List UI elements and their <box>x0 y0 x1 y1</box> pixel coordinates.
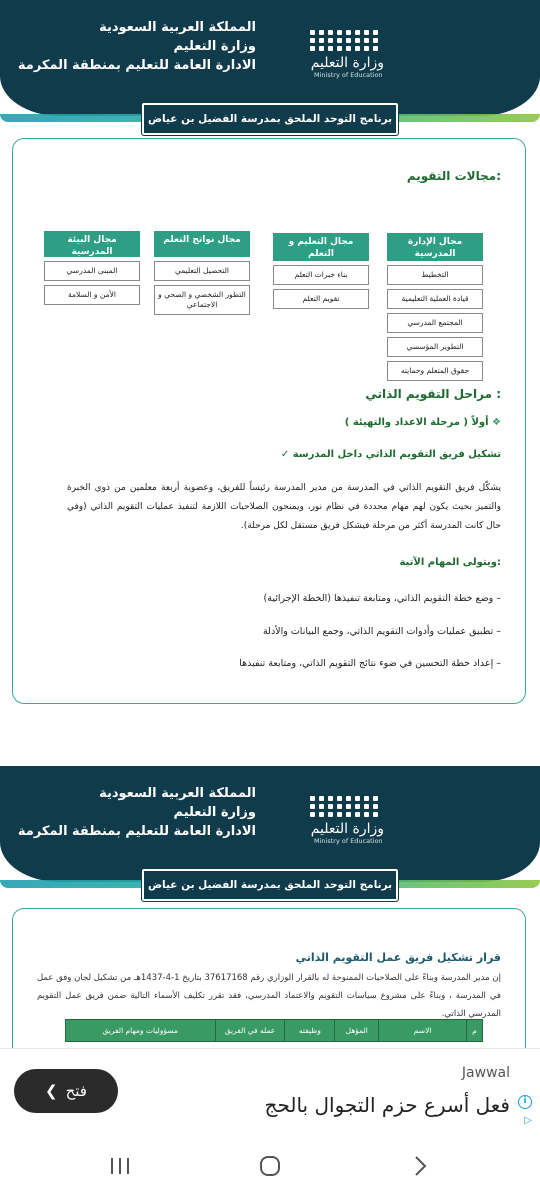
task-item: – إعداد خطة التحسين في ضوء نتائج التقويم الذاتي، ومتابعة تنفيذها <box>239 658 501 669</box>
header-country: المملكة العربية السعودية <box>99 786 256 801</box>
stages-title: مراحل التقويم الذاتي : <box>365 387 501 401</box>
ad-open-button[interactable] <box>14 1069 118 1113</box>
decision-title: قرار تشكيل فريق عمل التقويم الذاتي <box>295 951 501 964</box>
team-paragraph: يشكّل فريق التقويم الذاتي في المدرسة من مدير المدرسة رئيساً للفريق، وعضوية أربعة معلمين من ذوي الخبرة والتميز بحيث يكون لهم مهام محددة في نظام نور، ويمنحون الصلاحيات اللازمة لتنفيذ عمليات التقويم الذاتي (وفي حال كانت المدرسة أكثر من مرحلة فيشكل فريق مستقل لكل مرحلة). <box>67 483 501 531</box>
content-card <box>12 908 526 1056</box>
ministry-logo <box>300 796 384 858</box>
checkmark-icon: ✓ <box>280 449 290 460</box>
domain-item: التخطيط <box>387 265 483 285</box>
ad-open-label: فتح <box>65 1082 87 1100</box>
logo-dots-icon <box>310 30 384 51</box>
ad-title[interactable]: فعل أسرع حزم التجوال بالحج <box>264 1093 510 1117</box>
recents-icon[interactable] <box>100 1150 140 1182</box>
page-gap <box>0 720 540 766</box>
chevron-left-icon: ❮ <box>45 1082 58 1100</box>
domain-head: مجال الإدارة المدرسية <box>387 233 483 261</box>
domain-head: مجال البيئة المدرسية <box>44 231 140 257</box>
page-header <box>0 0 540 116</box>
header-department: الادارة العامة للتعليم بمنطقة المكرمة <box>17 824 256 839</box>
logo-dots-icon <box>310 796 384 817</box>
page-header <box>0 766 540 882</box>
stage-one-label: أولاً ( مرحلة الاعداد والتهيئة ) <box>344 417 489 428</box>
domain-item: تقويم التعلم <box>273 289 369 309</box>
tasks-title: ويتولى المهام الآتية: <box>399 557 501 568</box>
back-icon[interactable] <box>400 1150 440 1182</box>
document-page-2 <box>0 766 540 1056</box>
decision-paragraph: إن مدير المدرسة وبناءً على الصلاحيات الممنوحة له بالقرار الوزاري رقم 37617168 بتاريخ 1-4-1437هـ من تشكيل لجان وفق عمل في المدرسة ، وبناءً على مشروع سياسات التقويم والاعتماد المدرسي، فقد تقرر تكليف الأسماء التالية ضمن فريق عمل التقويم المدرسي الذاتي. <box>37 973 501 1019</box>
ad-choices-icon[interactable]: ▷ <box>524 1115 532 1126</box>
domain-head: مجال التعليم و التعلم <box>273 233 369 261</box>
domain-item: حقوق المتعلم وحمايته <box>387 361 483 381</box>
table-header-cell: م <box>467 1020 483 1042</box>
form-team-label: تشكيل فريق التقويم الذاتي داخل المدرسة <box>292 449 501 460</box>
domain-item: قيادة العملية التعليمية <box>387 289 483 309</box>
domain-item: بناء خبرات التعلم <box>273 265 369 285</box>
domain-outcomes <box>154 231 250 315</box>
ministry-logo <box>300 30 384 92</box>
table-header-cell: الاسم <box>379 1020 467 1042</box>
header-ministry: وزارة التعليم <box>173 805 256 820</box>
form-team-line <box>281 449 501 460</box>
task-item: – وضع خطة التقويم الذاتي، ومتابعة تنفيذها (الخطة الإجرائية) <box>263 593 501 604</box>
team-table <box>65 1019 483 1042</box>
domain-item: الأمن و السلامة <box>44 285 140 305</box>
domain-environment <box>44 231 140 305</box>
program-banner: برنامج التوحد الملحق بمدرسة الفضيل بن عياض <box>142 103 398 135</box>
domain-item: التحصيل التعليمي <box>154 261 250 281</box>
domain-item: المجتمع المدرسي <box>387 313 483 333</box>
header-ministry: وزارة التعليم <box>173 39 256 54</box>
ad-info-icon[interactable]: i <box>518 1095 532 1109</box>
table-header-cell: وظيفته <box>285 1020 335 1042</box>
header-text <box>16 18 256 75</box>
domain-teaching <box>273 233 369 309</box>
domain-admin <box>387 233 483 381</box>
table-header-cell: مسؤوليات ومهام الفريق <box>66 1020 216 1042</box>
table-header-cell: المؤهل <box>335 1020 379 1042</box>
domain-head: مجال نواتج التعلم <box>154 231 250 257</box>
table-header-row <box>66 1020 483 1042</box>
logo-arabic-text: وزارة التعليم <box>310 821 384 837</box>
logo-english-text: Ministry of Education <box>314 71 383 79</box>
system-navbar <box>0 1132 540 1200</box>
domains-title: مجالات التقويم: <box>406 169 501 183</box>
domain-item: التطوير المؤسسي <box>387 337 483 357</box>
logo-english-text: Ministry of Education <box>314 837 383 845</box>
header-text <box>16 784 256 841</box>
stage-one <box>345 417 501 428</box>
task-item: – تطبيق عمليات وأدوات التقويم الذاتي، وجمع البيانات والأدلة <box>262 626 501 637</box>
content-card <box>12 138 526 704</box>
diamond-bullet-icon: ❖ <box>492 417 501 428</box>
header-department: الادارة العامة للتعليم بمنطقة المكرمة <box>17 58 256 73</box>
domain-item: المبنى المدرسي <box>44 261 140 281</box>
domain-item: التطور الشخصي و الصحي و الاجتماعي <box>154 285 250 315</box>
home-icon[interactable] <box>250 1150 290 1182</box>
ad-brand: Jawwal <box>461 1065 510 1081</box>
logo-arabic-text: وزارة التعليم <box>310 55 384 71</box>
ad-banner[interactable] <box>0 1048 540 1132</box>
program-banner: برنامج التوحد الملحق بمدرسة الفضيل بن عياض <box>142 869 398 901</box>
header-country: المملكة العربية السعودية <box>99 20 256 35</box>
table-header-cell: عمله في الفريق <box>215 1020 285 1042</box>
